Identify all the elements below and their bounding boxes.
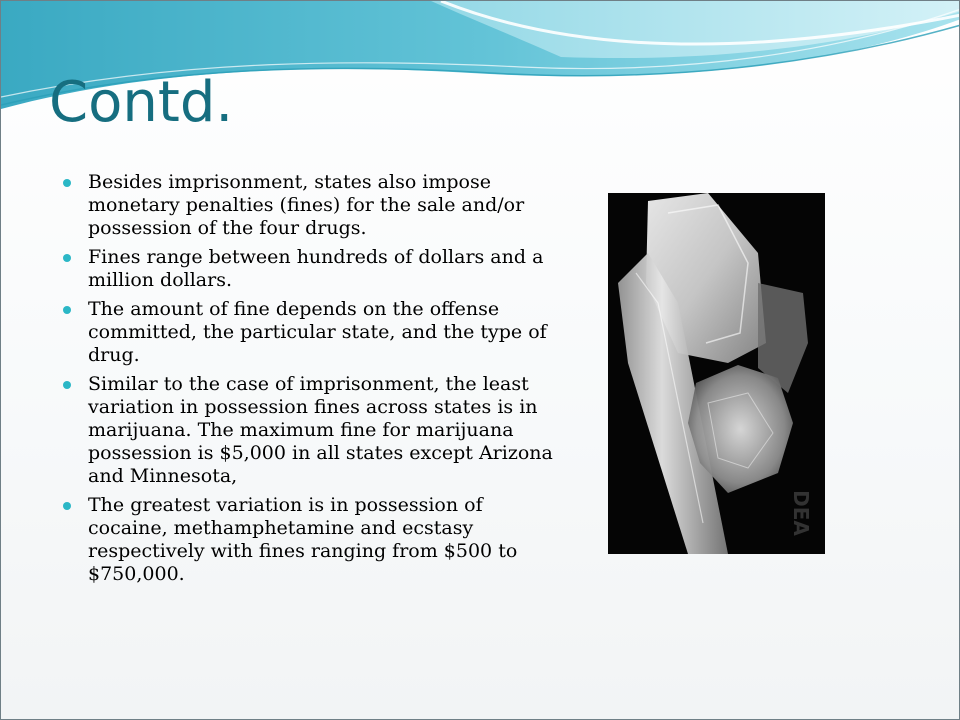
bullet-text: Besides imprisonment, states also impose monetary penalties (fines) for the sale and/or possession of the four drugs. xyxy=(88,171,525,239)
bullet-dot-icon xyxy=(63,306,71,314)
bullet-text: Similar to the case of imprisonment, the least variation in possession fines across states is in marijuana. The maximum fine for marijuana possession is $5,000 in all states except Arizona and Minnesota, xyxy=(88,373,553,487)
bullet-text: The greatest variation is in possession of cocaine, methamphetamine and ecstasy respectively with fines ranging from $500 to $750,000. xyxy=(88,494,518,585)
bullet-item xyxy=(63,373,568,488)
bullet-item xyxy=(63,246,568,292)
bullet-text: The amount of fine depends on the offense committed, the particular state, and the type of drug. xyxy=(88,298,547,366)
crystal-drug-photo xyxy=(608,193,825,554)
bullet-item xyxy=(63,494,568,586)
dea-watermark: DEA xyxy=(789,490,813,536)
bullet-dot-icon xyxy=(63,502,71,510)
bullet-dot-icon xyxy=(63,179,71,187)
bullet-list xyxy=(63,171,568,592)
slide-title: Contd. xyxy=(49,70,234,135)
bullet-item xyxy=(63,171,568,240)
bullet-text: Fines range between hundreds of dollars and a million dollars. xyxy=(88,246,544,291)
bullet-item xyxy=(63,298,568,367)
bullet-dot-icon xyxy=(63,381,71,389)
bullet-dot-icon xyxy=(63,254,71,262)
